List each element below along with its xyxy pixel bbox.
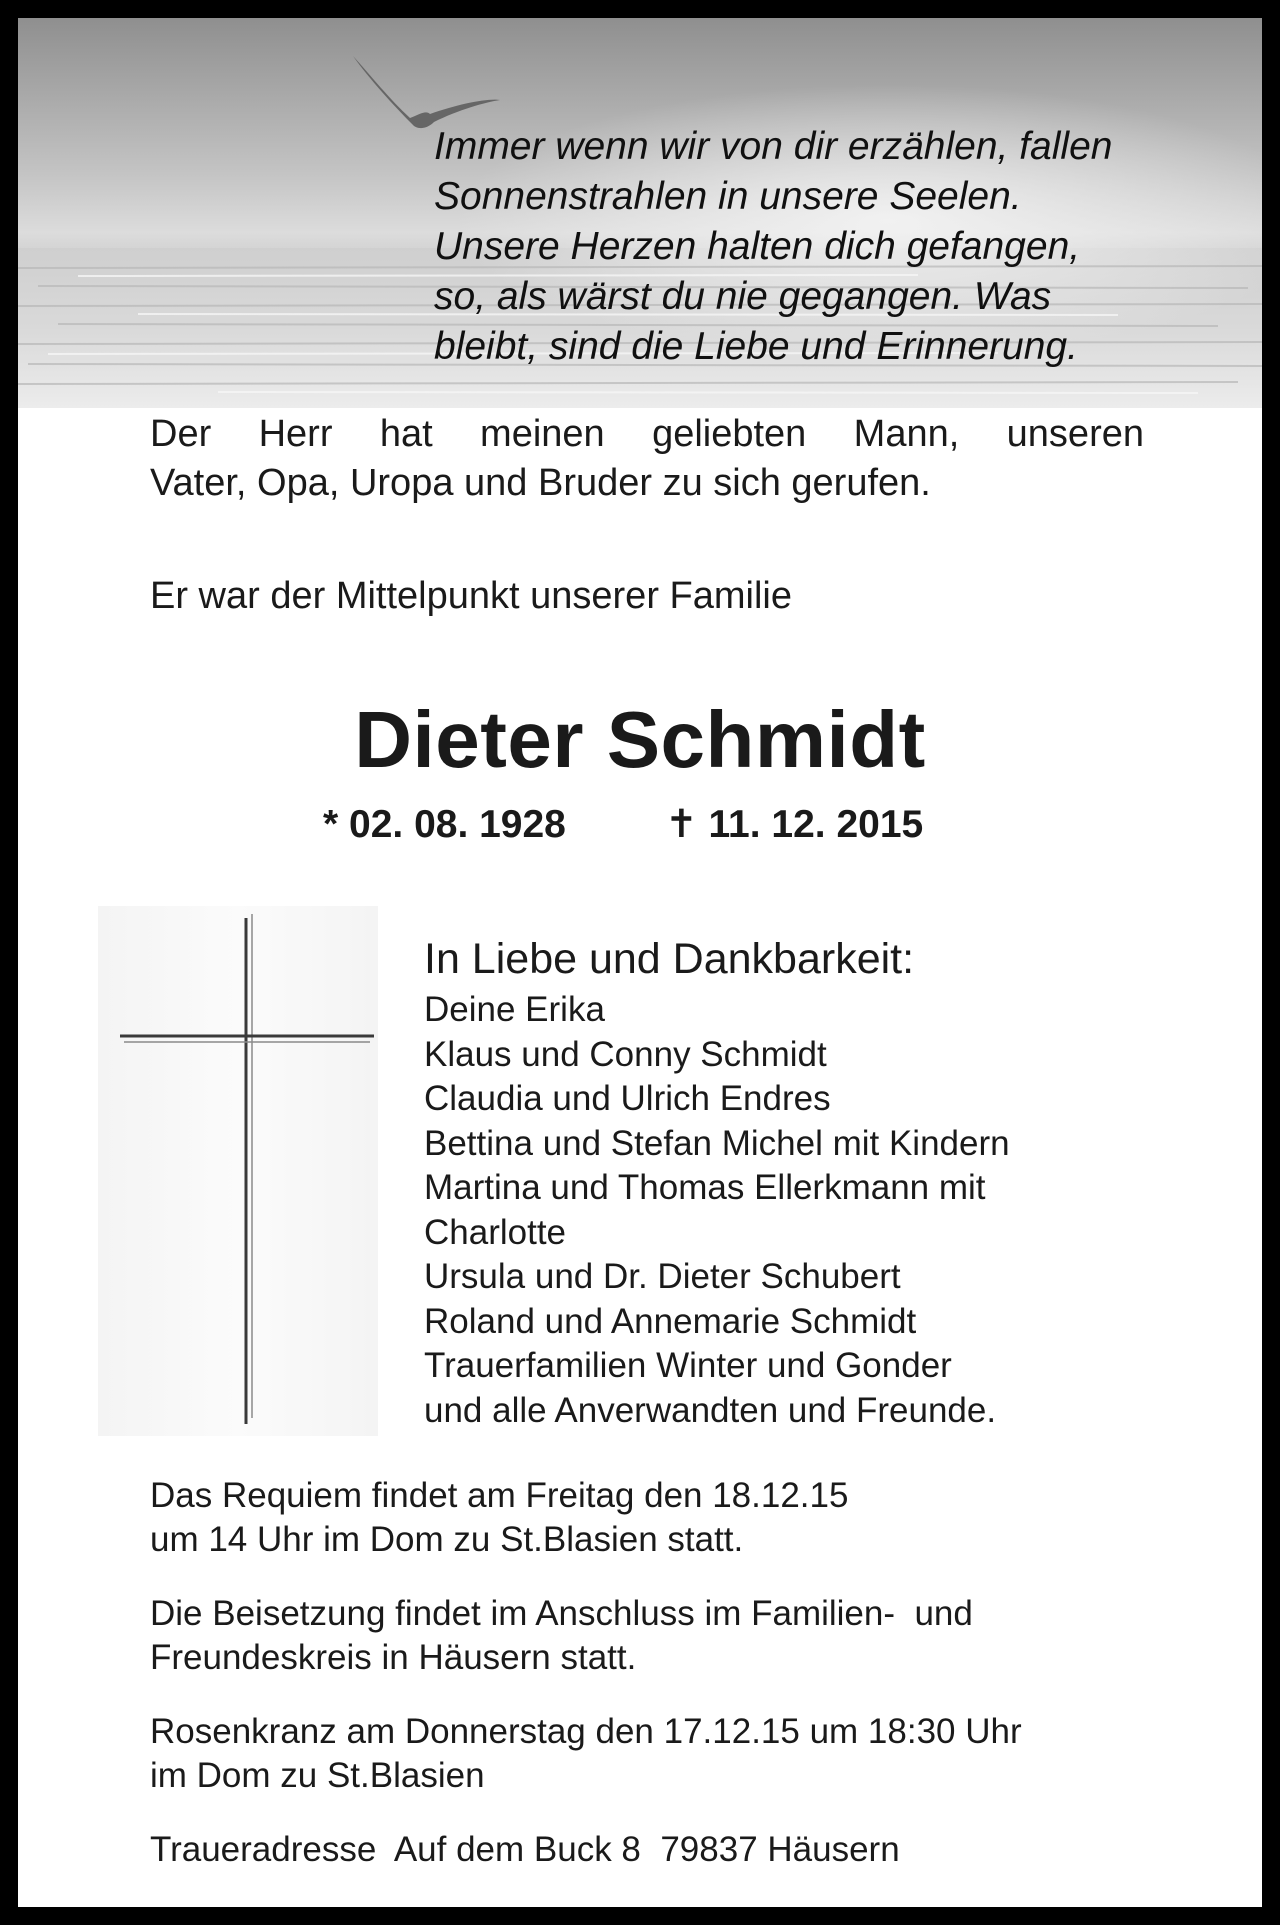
mourners-title: In Liebe und Dankbarkeit: xyxy=(424,935,915,983)
mourner-name: Charlotte xyxy=(424,1212,567,1252)
intro-line: Vater, Opa, Uropa und Bruder zu sich gerufen. xyxy=(150,462,931,504)
requiem-line: Das Requiem findet am Freitag den 18.12.15 xyxy=(150,1476,849,1515)
motto-text: Er war der Mittelpunkt unserer Familie xyxy=(150,575,792,617)
life-dates xyxy=(323,800,924,850)
mourner-name: Bettina und Stefan Michel mit Kindern xyxy=(424,1123,1010,1163)
poem-line: bleibt, sind die Liebe und Erinnerung. xyxy=(434,325,1078,368)
requiem-notice xyxy=(150,1474,848,1562)
mourner-name: Trauerfamilien Winter und Gonder xyxy=(424,1346,952,1385)
intro-line: Der Herr hat meinen geliebten Mann, unseren xyxy=(150,413,1144,455)
mourning-address xyxy=(150,1828,900,1872)
cross-decoration xyxy=(98,906,378,1436)
burial-line: Freundeskreis in Häusern statt. xyxy=(150,1638,637,1677)
cross-decoration-icon xyxy=(98,906,378,1436)
mourner-name: Ursula und Dr. Dieter Schubert xyxy=(424,1257,901,1296)
birth-date: * 02. 08. 1928 xyxy=(323,803,566,846)
mourner-name: Claudia und Ulrich Endres xyxy=(424,1079,831,1118)
deceased-name: Dieter Schmidt xyxy=(354,695,926,784)
poem-line: Unsere Herzen halten dich gefangen, xyxy=(434,225,1081,268)
header-image xyxy=(18,18,1262,408)
mourners-list xyxy=(424,988,1010,1433)
mourner-name: Klaus und Conny Schmidt xyxy=(424,1034,827,1074)
mourner-name: Roland und Annemarie Schmidt xyxy=(424,1301,917,1341)
intro-text xyxy=(150,410,1144,508)
burial-notice xyxy=(150,1592,973,1680)
mourner-name: Deine Erika xyxy=(424,990,605,1029)
mourner-name: und alle Anverwandten und Freunde. xyxy=(424,1390,997,1430)
address-line: Traueradresse Auf dem Buck 8 79837 Häusern xyxy=(150,1830,900,1869)
burial-line: Die Beisetzung findet im Anschluss im Familien- und xyxy=(150,1594,973,1633)
poem xyxy=(434,122,1234,372)
poem-line: so, als wärst du nie gegangen. Was xyxy=(434,275,1052,318)
death-date: ✝ 11. 12. 2015 xyxy=(665,803,924,846)
mourner-name: Martina und Thomas Ellerkmann mit xyxy=(424,1168,986,1207)
rosary-line: Rosenkranz am Donnerstag den 17.12.15 um 18:30 Uhr xyxy=(150,1712,1022,1751)
requiem-line: um 14 Uhr im Dom zu St.Blasien statt. xyxy=(150,1520,744,1559)
poem-line: Sonnenstrahlen in unsere Seelen. xyxy=(434,175,1022,218)
poem-line: Immer wenn wir von dir erzählen, fallen xyxy=(434,125,1113,168)
rosary-notice xyxy=(150,1710,1022,1798)
rosary-line: im Dom zu St.Blasien xyxy=(150,1756,485,1795)
